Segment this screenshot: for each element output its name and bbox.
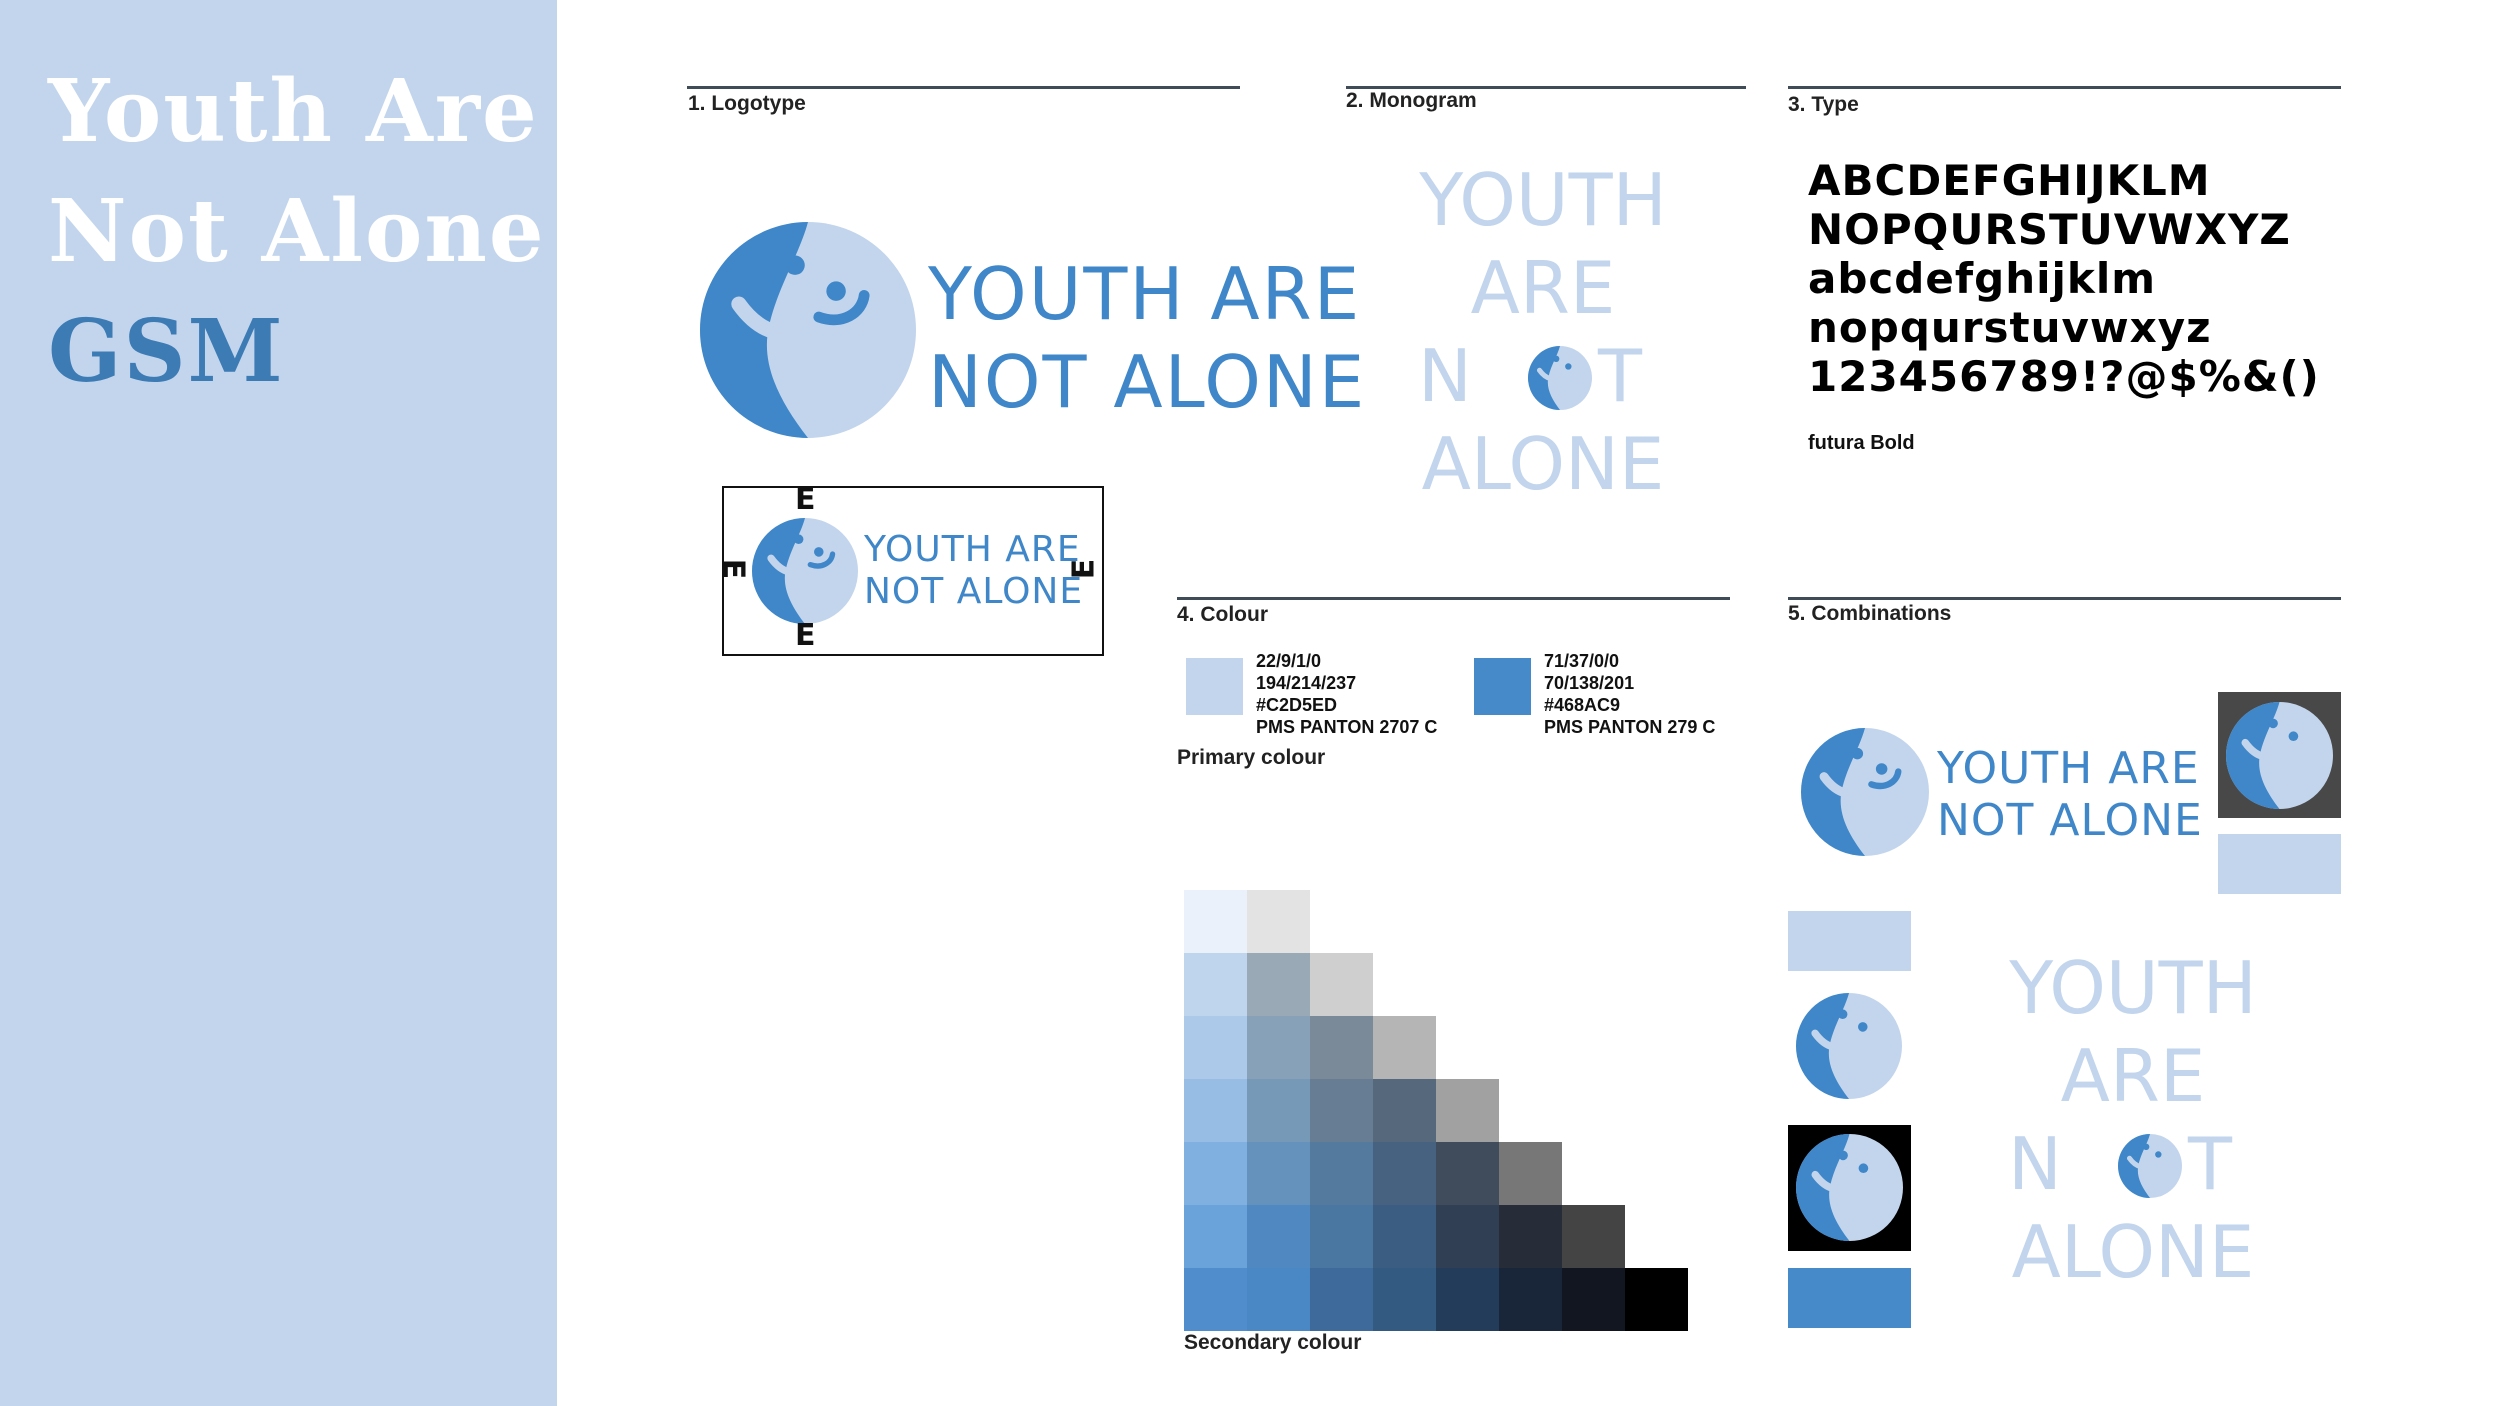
tint-cell xyxy=(1310,1205,1373,1268)
tint-cell xyxy=(1247,1079,1310,1142)
tint-cell xyxy=(1373,1016,1436,1079)
tint-cell xyxy=(1310,1079,1373,1142)
combo-black-tile-logo-icon xyxy=(1796,1134,1903,1241)
combo-monogram-n: N xyxy=(2008,1122,2062,1206)
type-specimen-numerals: 123456789!?@$%&() xyxy=(1808,352,2320,401)
secondary-rgb: 70/138/201 xyxy=(1544,673,1635,693)
secondary-swatch xyxy=(1474,658,1531,715)
combo-monogram-youth: YOUTH xyxy=(2009,946,2257,1030)
tint-cell xyxy=(1562,1268,1625,1331)
monogram-line-are: ARE xyxy=(1470,246,1616,330)
logotype-label: 1. Logotype xyxy=(688,92,806,115)
combo-monogram-alone: ALONE xyxy=(2011,1210,2255,1294)
combo-wordmark-line-1: YOUTH ARE xyxy=(1937,743,2200,794)
type-specimen-upper-1: ABCDEFGHIJKLM xyxy=(1808,156,2211,205)
tint-cell xyxy=(1184,890,1247,953)
type-font-name: futura Bold xyxy=(1808,432,1915,454)
monogram-label: 2. Monogram xyxy=(1346,89,1477,112)
colour-rule xyxy=(1177,597,1730,600)
tint-cell xyxy=(1184,953,1247,1016)
monogram-line-n: N xyxy=(1418,334,1472,418)
tint-cell xyxy=(1310,953,1373,1016)
clearspace-logo-mark-icon xyxy=(752,518,858,624)
tint-cell xyxy=(1373,1205,1436,1268)
clearspace-marker-top: E xyxy=(795,482,816,517)
clearspace-marker-bottom: E xyxy=(795,618,816,653)
secondary-cmyk: 71/37/0/0 xyxy=(1544,651,1620,671)
primary-rgb: 194/214/237 xyxy=(1256,673,1357,693)
tint-cell xyxy=(1247,1016,1310,1079)
combo-wordmark-line-2: NOT ALONE xyxy=(1937,795,2203,846)
tint-cell xyxy=(1247,1142,1310,1205)
tint-cell xyxy=(1562,1205,1625,1268)
sidebar-title-line-2: Not Alone xyxy=(48,181,546,282)
primary-cmyk: 22/9/1/0 xyxy=(1256,651,1322,671)
sidebar-panel xyxy=(0,0,557,1406)
secondary-colour-caption: Secondary colour xyxy=(1184,1331,1362,1354)
tint-cell xyxy=(1373,1079,1436,1142)
tint-cell xyxy=(1625,1268,1688,1331)
tint-cell xyxy=(1436,1205,1499,1268)
type-rule xyxy=(1788,86,2341,89)
tint-cell xyxy=(1373,1268,1436,1331)
tint-cell xyxy=(1310,1142,1373,1205)
tint-cell xyxy=(1310,1268,1373,1331)
combo-small-logo-icon xyxy=(1796,993,1902,1099)
primary-swatch xyxy=(1186,658,1243,715)
combo-dark-tile-logo-icon xyxy=(2226,702,2333,809)
tint-cell xyxy=(1184,1016,1247,1079)
combo-monogram-are: ARE xyxy=(2060,1034,2206,1118)
clearspace-wordmark-line-2: NOT ALONE xyxy=(864,571,1084,612)
type-specimen-lower-2: nopqurstuvwxyz xyxy=(1808,303,2212,352)
combinations-label: 5. Combinations xyxy=(1788,602,1952,625)
tint-cell xyxy=(1436,1079,1499,1142)
tint-cell xyxy=(1499,1205,1562,1268)
logo-mark-icon xyxy=(700,218,916,442)
logotype-rule xyxy=(687,86,1240,89)
monogram-line-t: T xyxy=(1598,334,1642,418)
tint-cell xyxy=(1247,1268,1310,1331)
tint-cell xyxy=(1436,1268,1499,1331)
combo-logo-mark-icon xyxy=(1801,728,1929,856)
secondary-hex: #468AC9 xyxy=(1544,695,1621,715)
tint-cell xyxy=(1247,890,1310,953)
monogram-line-youth: YOUTH xyxy=(1419,158,1667,242)
tint-cell xyxy=(1499,1142,1562,1205)
combo-monogram-o-logo-icon xyxy=(2118,1134,2182,1198)
type-label: 3. Type xyxy=(1788,93,1859,116)
type-specimen-lower-1: abcdefghijklm xyxy=(1808,254,2156,303)
primary-colour-caption: Primary colour xyxy=(1177,746,1326,769)
sidebar-title-line-1: Youth Are xyxy=(48,61,539,162)
tint-cell xyxy=(1436,1142,1499,1205)
clearspace-marker-right: E xyxy=(1066,558,1102,580)
tint-cell xyxy=(1247,1205,1310,1268)
monogram-o-logo-icon xyxy=(1528,346,1592,410)
tint-cell xyxy=(1184,1142,1247,1205)
primary-pms: PMS PANTON 2707 C xyxy=(1256,717,1438,737)
clearspace-marker-left: E xyxy=(715,558,751,580)
tint-cell xyxy=(1499,1268,1562,1331)
tint-cell xyxy=(1184,1079,1247,1142)
combinations-rule xyxy=(1788,597,2341,600)
secondary-pms: PMS PANTON 279 C xyxy=(1544,717,1716,737)
monogram-line-alone: ALONE xyxy=(1421,422,1665,506)
combo-light-bar-right xyxy=(2218,834,2341,894)
type-specimen-upper-2: NOPQURSTUVWXYZ xyxy=(1808,205,2291,254)
tint-cell xyxy=(1184,1205,1247,1268)
sidebar-title-line-3: GSM xyxy=(48,301,285,402)
wordmark-line-2: NOT ALONE xyxy=(928,340,1367,424)
tint-cell xyxy=(1247,953,1310,1016)
tint-cell xyxy=(1184,1268,1247,1331)
wordmark-line-1: YOUTH ARE xyxy=(928,252,1362,336)
primary-hex: #C2D5ED xyxy=(1256,695,1338,715)
combo-blue-bar xyxy=(1788,1268,1911,1328)
tint-cell xyxy=(1373,1142,1436,1205)
tint-cell xyxy=(1310,1016,1373,1079)
clearspace-wordmark-line-1: YOUTH ARE xyxy=(864,529,1081,570)
combo-monogram-t: T xyxy=(2188,1122,2232,1206)
colour-label: 4. Colour xyxy=(1177,603,1269,626)
combo-light-bar-left xyxy=(1788,911,1911,971)
